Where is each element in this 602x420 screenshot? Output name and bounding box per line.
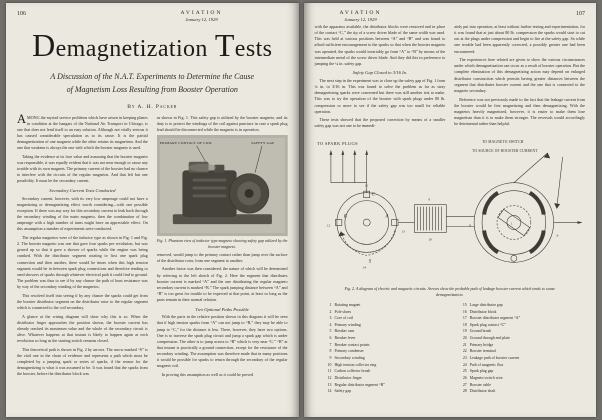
title-word: emagnetization — [55, 36, 208, 62]
legend-number: 26 — [462, 375, 467, 380]
legend-item — [323, 382, 442, 389]
legend-item — [458, 362, 577, 369]
figure-1 — [157, 135, 288, 249]
to-booster-source-label: TO SOURCE OF BOOSTER CURRENT — [471, 149, 538, 154]
legend-item — [323, 355, 442, 362]
legend-item — [323, 342, 442, 349]
legend-number: 6 — [329, 336, 332, 341]
segment-b-letter: B — [343, 214, 347, 220]
callout-number: 4 — [488, 245, 491, 250]
parts-legend — [315, 302, 586, 395]
primary-contact-label: PRIMARY CONTACT OF COIL — [159, 141, 212, 146]
distributor-sketch — [335, 191, 398, 255]
legend-number: 27 — [462, 382, 467, 387]
legend-text: Booster terminal — [469, 349, 496, 354]
journal-masthead — [156, 10, 248, 22]
legend-text: Breaker contact points — [334, 342, 370, 347]
callout-number: 11 — [364, 183, 368, 188]
legend-number: 24 — [462, 362, 467, 367]
figure-2 — [315, 135, 586, 298]
segment-a-letter: A — [385, 214, 389, 220]
callout-number: 6 — [556, 233, 558, 238]
legend-number: 9 — [329, 356, 332, 360]
right-column-1 — [315, 24, 446, 132]
legend-number: 22 — [462, 349, 467, 354]
section-heading-two-paths: Two Optional Paths Possible — [195, 306, 249, 312]
legend-text: Rotating magnet — [334, 302, 361, 307]
legend-number: 15 — [462, 302, 467, 307]
legend-text: Safety gap — [334, 389, 352, 394]
legend-text: Distributor shaft — [469, 389, 496, 394]
legend-text: Booster cable — [469, 382, 492, 387]
legend-text: Core of coil — [334, 316, 354, 321]
legend-number: 13 — [327, 382, 332, 387]
legend-item — [458, 328, 577, 335]
body-paragraph: With the parts in the relative position shown in this diagram it will be seen that if high tension sparks from “A” can not jump to “B,” they may be able to jump to “C,” for the distance is less. There, however, they have two options. One is to traverse the spark plug circuit and jump a spark gap which is under compression. The other is to jump across to “B” which is very near “C.” “B” at that instant is practically a ground connection, except for the resistance of the secondary winding. The assumption was therefore made that in many positions it would be possible for sparks to return through the secondary of the regular magneto coil. — [156, 314, 288, 369]
legend-text: Spark plug contact “C” — [469, 322, 506, 327]
subtitle-line: A Discussion of the N.A.T. Experiments to Determine the Cause — [50, 72, 255, 82]
legend-column-2 — [458, 302, 577, 395]
legend-text: Secondary winding — [334, 356, 365, 360]
page-header-left — [17, 10, 288, 23]
to-magneto-switch-label: TO MAGNETO SWITCH — [481, 140, 523, 145]
legend-text: Magneto switch wire — [469, 375, 503, 380]
body-paragraph: with the apparatus available, the distributor blocks were removed and in place of the contact “C,” the tip of a screw driver blade of the same width was used. This was held at various positions between “A” and “B” and was found to afford sufficient encouragement to the sparks so that when the booster magneto was operated, the sparks would invariably go from “A” to “B” by means of the intermediate metal of the screw driver blade. And they did this in preference to jumping the ¼ in. safety gap. — [314, 24, 446, 66]
body-paragraph: ately put into operation, at least without further testing and experimentation, for it was found that at just about 80 lb. compression the sparks would start to cut out at the plugs under compression and begin to fire at the safety gap. So while one trouble had been apparently corrected, a possibly greater one had been encountered. — [454, 24, 585, 54]
legend-text: Booster distributor segment “A” — [469, 316, 521, 321]
coil-sketch — [398, 205, 474, 233]
legend-text: Ground through end plate — [469, 336, 510, 341]
legend-number: 18 — [462, 322, 467, 327]
body-paragraph: Secondary current, however, with its very low amperage could not have a magnetizing or demagnetizing effect worth considering—with one possible exception. If there was any way for this secondary current to leak back through the secondary winding of the main magneto, then the combination of low amperage with a high number of turns might have an appreciable effect. On this assumption a number of experiments were conducted. — [17, 195, 148, 232]
right-column-2 — [454, 24, 585, 132]
callout-number: 14 — [362, 265, 366, 270]
left-column-2 — [157, 115, 288, 381]
section-heading-secondary-current: Secondary Current Tests Conducted — [49, 188, 116, 194]
legend-item — [323, 388, 442, 395]
legend-text: Path of magnetic flux — [469, 362, 504, 367]
drop-cap: A — [17, 111, 27, 126]
callout-number: 8 — [468, 223, 471, 228]
title-initial: D — [32, 27, 56, 63]
page-header-right — [315, 10, 586, 23]
left-page-columns — [17, 111, 288, 381]
legend-item — [323, 375, 442, 382]
legend-item — [458, 335, 577, 342]
spark-plug-arrowheads — [329, 150, 368, 155]
journal-name: AVIATION — [180, 10, 223, 16]
paragraph-text: MONG the myriad service problems which have arisen in keeping planes in condition at the hangars of the National Air Transport in Chicago, is one that does not lend itself to an easy solution. Although not vitally serious it has caused considerable speculation as to its cause. It is the partial demagnetization of one magneto while the other retains its magnetism. And the one that weakens is always the one with which the booster magneto is used. — [17, 114, 148, 151]
page-left — [6, 3, 299, 417]
legend-number: 23 — [462, 356, 467, 360]
callout-number: 12 — [326, 223, 330, 228]
body-paragraph: In proving this assumption as well as it could be proved — [161, 372, 254, 377]
legend-item — [458, 315, 577, 322]
left-column-1 — [17, 111, 148, 381]
journal-name: AVIATION — [339, 10, 382, 16]
legend-text: Spark plug gap — [469, 369, 494, 374]
legend-item — [323, 368, 442, 375]
legend-number: 12 — [327, 375, 332, 380]
subtitle-line: of Magnetism Loss Resulting from Booster Operation — [66, 85, 238, 95]
callout-number: 9 — [427, 197, 430, 202]
legend-text: Leakage path of booster current — [469, 356, 520, 360]
folio-number: 106 — [17, 11, 26, 17]
legend-number: 17 — [462, 316, 467, 321]
issue-date: January 12, 1929 — [344, 16, 377, 22]
legend-number: 2 — [329, 309, 332, 314]
folio-number: 107 — [576, 11, 585, 17]
right-page-columns — [315, 24, 586, 132]
body-paragraph: as shown in Fig. 1. This safety gap is utilized by the booster magneto, and its duty is to protect the windings of the coil against puncture in case a spark plug lead should be disconnected while the magneto is in operation. — [156, 114, 288, 132]
legend-column-1 — [323, 302, 442, 395]
callout-number: 13 — [401, 229, 405, 234]
fig1-magneto-photo — [157, 135, 288, 236]
legend-item — [458, 375, 577, 382]
legend-text: Pole shoes — [334, 309, 352, 314]
article-title — [17, 28, 288, 63]
legend-text: Carbon collector brush — [334, 369, 371, 374]
body-paragraph — [17, 111, 148, 152]
legend-text: Primary winding — [334, 322, 361, 327]
callout-number: 1 — [510, 221, 513, 226]
byline: By A. H. Packer — [127, 103, 178, 110]
body-paragraph: A glance at the wiring diagram will show why this is so. When the distributor finger approaches the position shown, the booster current has already reached its maximum value and the whole of the secondary circuit is alive. Whatever happens at that instant is likely to happen again at each revolution so long as the starting switch remains closed. — [17, 313, 148, 344]
legend-number: 28 — [462, 389, 467, 394]
legend-number: 19 — [462, 329, 467, 334]
fig2-caption: Fig. 2. A diagram of electric and magnetic circuits. Arrows show the probable path of leakage booster current which tends to cause demagnetization. — [344, 286, 555, 298]
legend-number: 3 — [329, 316, 332, 321]
body-paragraph: This resolved itself into seeing if by any chance the sparks could get from the booster distributor segment on the distributor rotor to the regular segment which is connected to the coil secondary. — [17, 292, 148, 310]
spark-plug-leads — [330, 155, 366, 193]
safety-gap-label: SAFETY GAP — [250, 141, 275, 146]
legend-item — [323, 328, 442, 335]
issue-date: January 12, 1929 — [185, 16, 218, 22]
body-paragraph: The next step in the experiment was to close up the safety gap of Fig. 1 from ¼ in. to 3/16 in. This was found to solve the problem as far as stray demagnetizing sparks were concerned but there was still another test to make. This was to try the operation of the booster with spark plugs under 80 lb. compression or more to see if the safety gap was too small for reliable operation. — [314, 77, 446, 114]
legend-number: 5 — [329, 329, 332, 334]
article-subtitle — [17, 70, 288, 96]
callout-number: 2 — [535, 195, 537, 200]
legend-text: Breaker lever — [334, 336, 356, 341]
legend-text: Distributor block — [469, 309, 497, 314]
spark-path-s-letter: S — [368, 259, 371, 265]
body-paragraph: Reference was not previously made to the fact that the leakage current from the booster would be first magnetizing and then demagnetizing. With the magnetos heavily magnetized, however, it is easier to make them lose magnetism than it is to make them stronger. The reversals would accordingly be detrimental rather than helpful. — [454, 96, 585, 127]
diagram-number-callouts — [326, 184, 558, 270]
to-spark-plugs-label: TO SPARK PLUGS — [316, 141, 358, 147]
legend-text: Primary bridge — [469, 342, 494, 347]
legend-text: Breaker cam — [334, 329, 355, 334]
journal-masthead — [315, 10, 407, 22]
title-initial: T — [214, 27, 235, 63]
body-paragraph: Another factor was then considered, the nature of which will be determined by referring to the left sketch of Fig. 2. Here the segment that distributes booster current is marked “A” and the one distributing the regular magneto secondary current is marked “B.” The spark jumping distance between “A” and “B” is too great for trouble to be expected at that point, at least so long as the parts remain in their normal relation. — [156, 266, 288, 303]
legend-number: 8 — [329, 349, 332, 354]
legend-text: Distributor finger — [334, 375, 362, 380]
legend-number: 10 — [327, 362, 332, 367]
legend-number: 16 — [462, 309, 467, 314]
legend-item — [323, 315, 442, 322]
body-paragraph: These tests showed that the proposed correction by means of a smaller safety gap was not one to be immedi- — [314, 117, 446, 129]
legend-item — [458, 368, 577, 375]
legend-item — [458, 388, 577, 395]
legend-item — [323, 309, 442, 316]
legend-text: High tension collector ring — [334, 362, 377, 367]
body-paragraph: removed, would jump to the primary contact rather than jump over the surface of the distributor rotor, from one segment to another. — [156, 251, 288, 263]
page-right — [304, 3, 597, 417]
legend-item — [458, 322, 577, 329]
callout-number: 10 — [427, 237, 432, 242]
body-paragraph: This theoretical path is shown in Fig. 2 by arrows. The arrow marked “S” is the vital one in the chain of evidence and represents a path which must be completed by a jumping spark or series of sparks, if the reason for the demagnetizing is what it was assumed to be. It was found that the sparks from the booster, before the distributor block was — [17, 346, 148, 377]
legend-number: 4 — [329, 322, 332, 327]
legend-item — [458, 342, 577, 349]
legend-item — [458, 355, 577, 362]
segment-c-letter: C — [371, 192, 375, 198]
legend-number: 7 — [329, 342, 332, 347]
legend-number: 14 — [327, 389, 332, 394]
legend-text: Large distributor gap — [469, 302, 503, 307]
legend-item — [458, 302, 577, 309]
body-paragraph: The experiences here related are given to show the various circumstances under which demagnetization can occur as a result of booster operation. But the complete elimination of this demagnetizing action may depend on enlarged distributor construction which permits having greater distances between the segment that distributes booster current and the one that is connected to the magneto secondary. — [454, 57, 585, 93]
section-heading-safety-gap: Safety Gap Closed to 3/16 In. — [352, 70, 408, 76]
legend-item — [458, 382, 577, 389]
legend-item — [323, 362, 442, 369]
legend-item — [323, 335, 442, 342]
legend-text: Ground brush — [469, 329, 492, 334]
title-word: ests — [234, 36, 273, 62]
body-paragraph: The regular magnetos were of the inductor type as shown in Fig. 1 and Fig. 2. The booster magneto was one that gave four sparks per revolution, but was geared up so that it gave a shower of sparks while the engine was being cranked. With the distributor segment rotating to first one spark plug connection and then another, there would be times when this high tension segment would be in between spark plug connections and therefore tending to send showers of sparks through whatever electrical path it could find to ground. The problem was thus to see if by any chance the path of least resistance was by way of the secondary winding of the magnetos. — [17, 234, 148, 290]
legend-number: 21 — [462, 342, 467, 347]
body-paragraph: Taking the evidence at its face value and assuming that the booster magneto was responsible, it was equally evident that it was not near enough to cause any trouble with its own magnets. The primary current of the booster had no chance to interfere with the circuits of the regular magnetos. And that left but one possibility. It must be the secondary current. — [17, 153, 148, 184]
magneto-wire-arrowheads — [543, 153, 582, 224]
legend-item — [323, 322, 442, 329]
legend-number: 25 — [462, 369, 467, 374]
callout-number: 5 — [535, 245, 537, 250]
legend-item — [323, 302, 442, 309]
legend-number: 20 — [462, 336, 467, 341]
legend-number: 1 — [329, 302, 332, 307]
legend-item — [323, 348, 442, 355]
fig1-caption: Fig. 1. Phantom view of inductor type magneto showing safety gap utilized by the booster magneto. — [156, 238, 288, 249]
legend-number: 11 — [327, 369, 332, 374]
legend-text: Primary condenser — [334, 349, 364, 354]
callout-number: 7 — [556, 205, 558, 210]
legend-item — [458, 348, 577, 355]
legend-text: Regular distributor segment “B” — [334, 382, 385, 387]
legend-item — [458, 309, 577, 316]
callout-number: 3 — [488, 195, 491, 200]
fig2-circuit-diagram — [315, 135, 586, 284]
